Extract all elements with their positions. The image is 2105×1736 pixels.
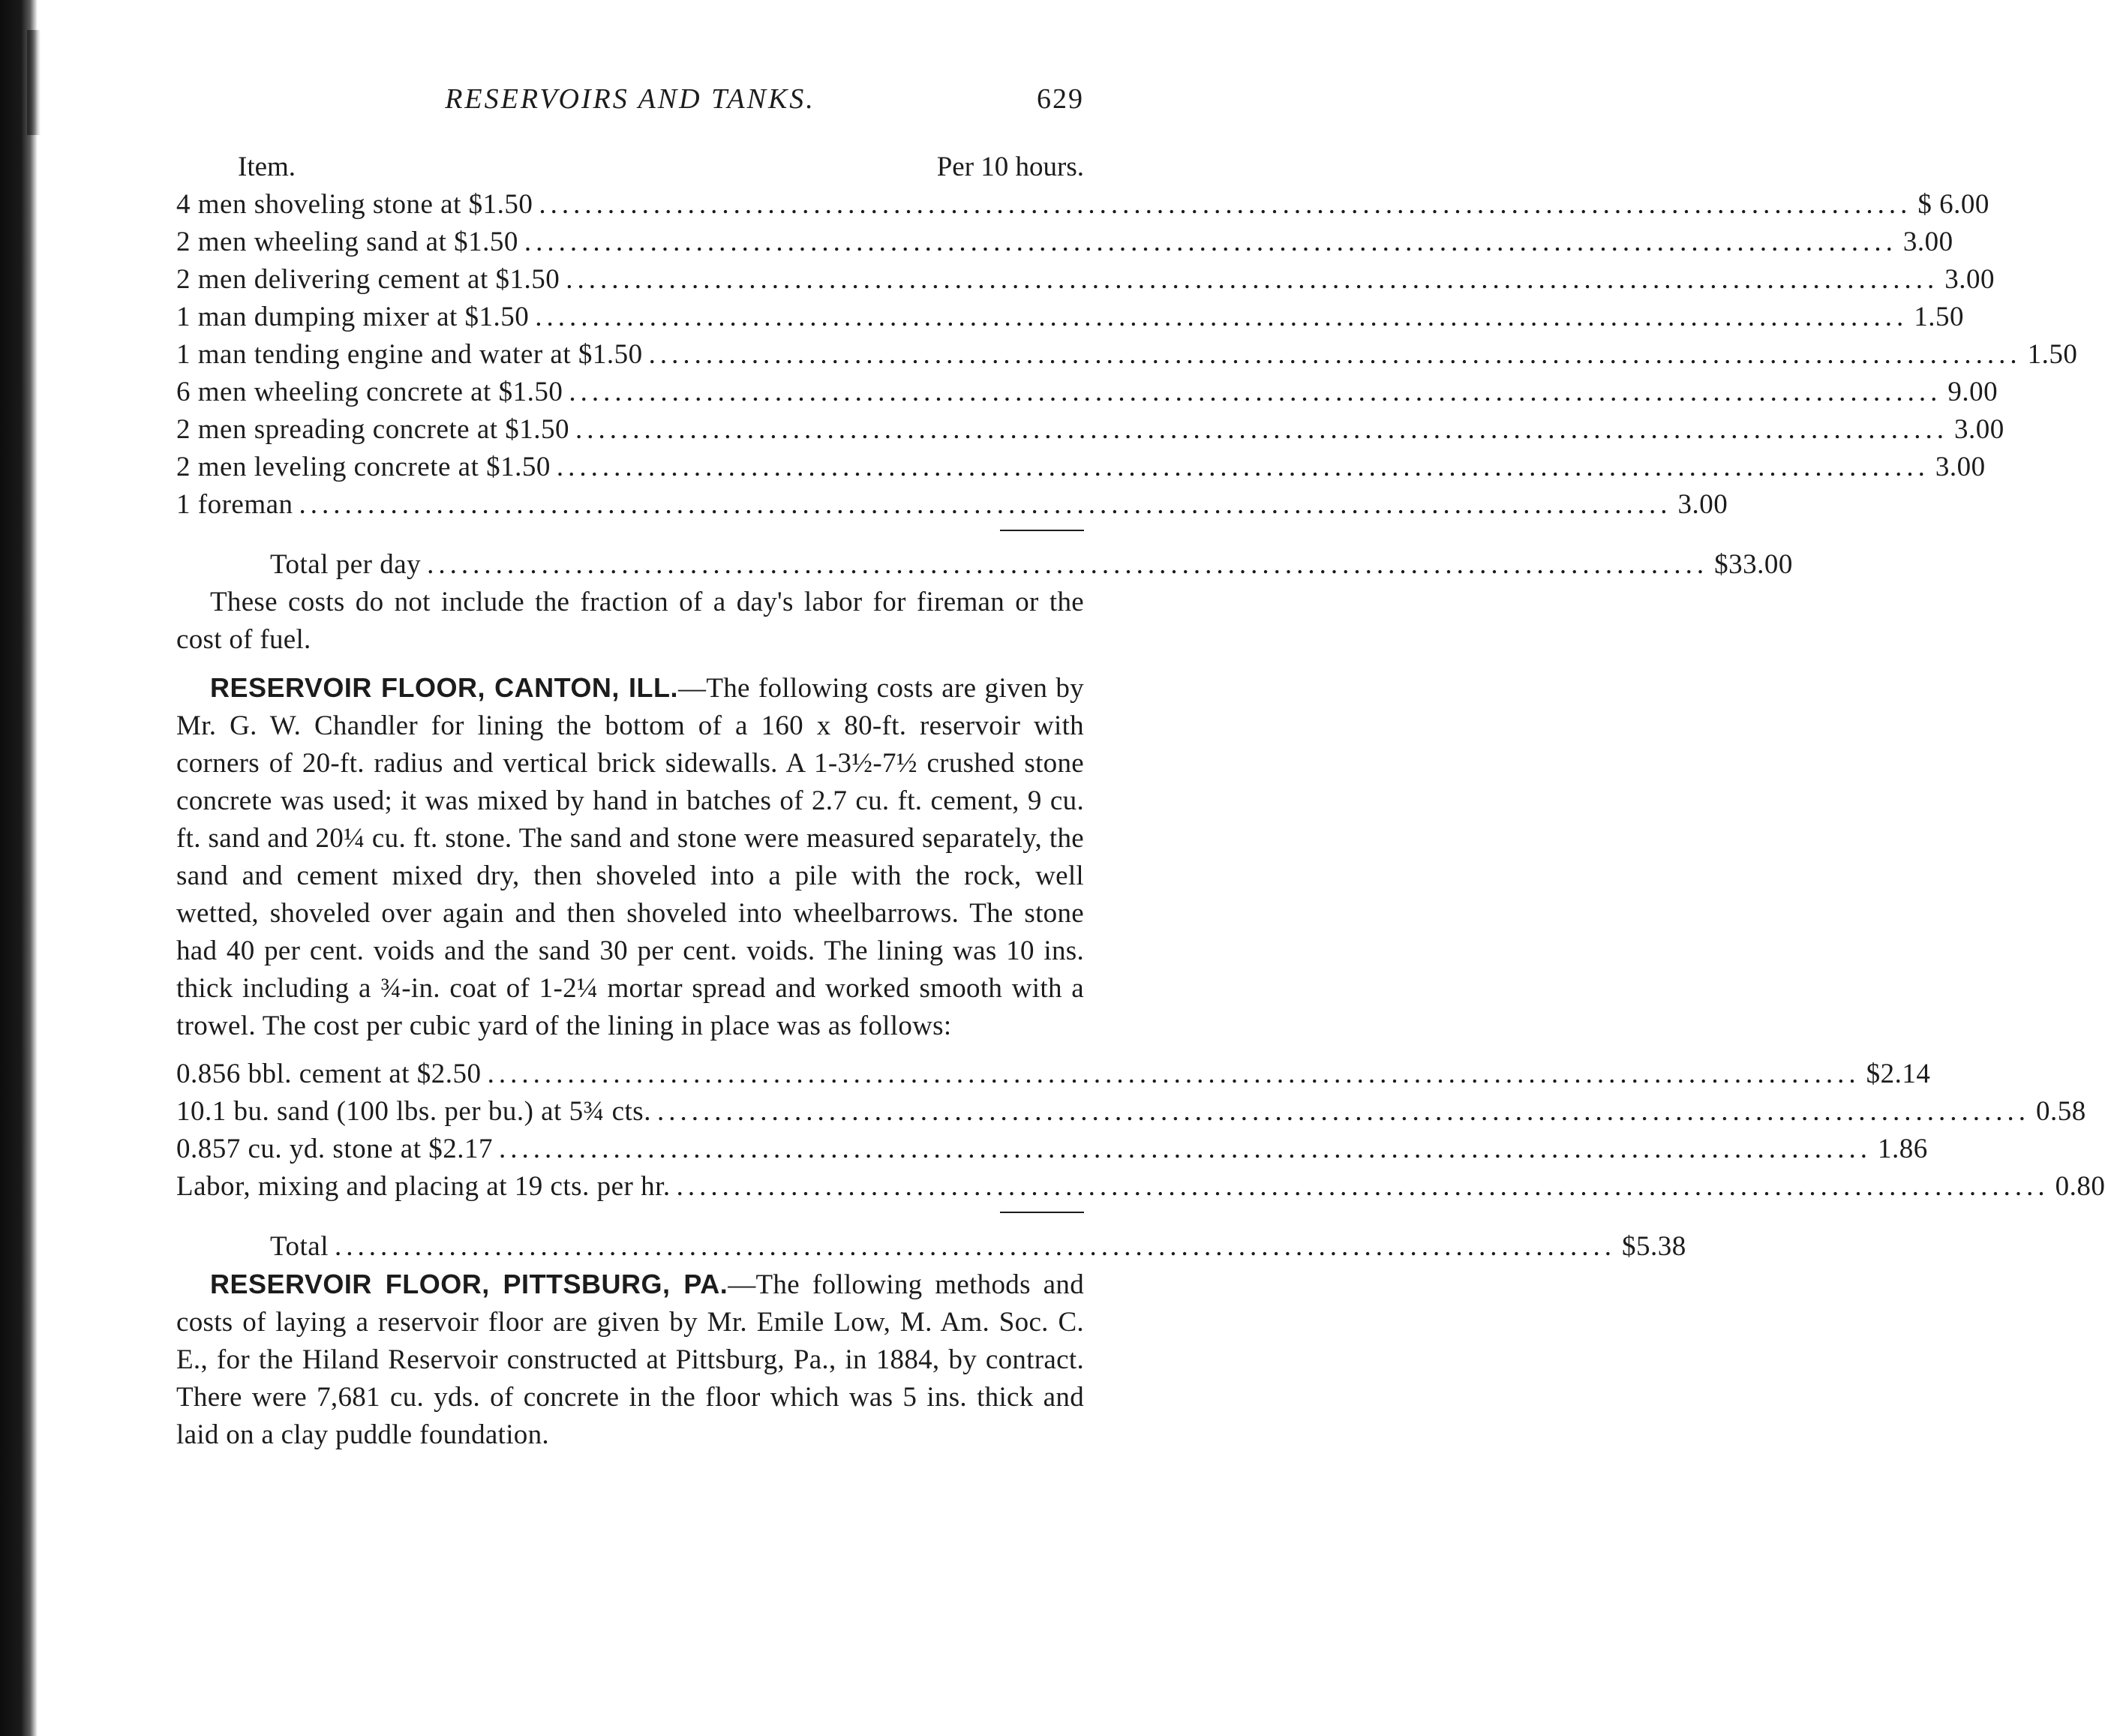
row-label: 2 men delivering cement at $1.50 (176, 264, 560, 295)
table-rows (176, 1056, 2105, 1206)
pittsburg-heading: RESERVOIR FLOOR, PITTSBURG, PA. (210, 1269, 728, 1299)
row-label: 6 men wheeling concrete at $1.50 (176, 377, 563, 407)
row-label: 1 man tending engine and water at $1.50 (176, 339, 643, 370)
canton-paragraph (176, 669, 1084, 1045)
row-label: 1 man dumping mixer at $1.50 (176, 302, 530, 332)
material-cost-table (176, 1056, 2105, 1266)
table-row (176, 449, 1986, 486)
table-row (176, 486, 1728, 524)
leader-dots: ........................................................................................................................ (569, 377, 1942, 407)
row-value: 3.00 (1935, 452, 1986, 482)
leader-dots: ........................................................................................................................ (535, 302, 1908, 332)
leader-dots: ........................................................................................................................ (524, 227, 1897, 257)
sum-rule (176, 1206, 1084, 1228)
table-row (176, 411, 2004, 449)
column-header-rate: Per 10 hours. (936, 152, 1084, 182)
running-head (176, 83, 1084, 120)
row-label: 0.856 bbl. cement at $2.50 (176, 1059, 482, 1089)
row-value: 3.00 (1902, 227, 1953, 257)
leader-dots: ........................................................................................................................ (676, 1171, 2049, 1202)
row-label: 2 men spreading concrete at $1.50 (176, 414, 570, 445)
table-row (176, 186, 1989, 224)
table-row (176, 336, 2078, 374)
pittsburg-body: —The following methods and costs of laying a reservoir floor are given by Mr. Emile Low, M. Am. Soc. C. E., for the Hiland Reservoir constructed at Pittsburg, Pa., in 1884, by contract. There were 7,681 cu. yds. of concrete in the floor which was 5 ins. thick and laid on a clay puddle foundation. (176, 1269, 1084, 1450)
row-label: Labor, mixing and placing at 19 cts. per hr. (176, 1171, 671, 1202)
sum-rule (176, 524, 1084, 546)
table-row (176, 1168, 2105, 1206)
row-label: 2 men wheeling sand at $1.50 (176, 227, 518, 257)
leader-dots: ................................................................................................................ (427, 549, 1709, 580)
table-row (176, 224, 1953, 261)
book-page (176, 83, 2105, 1454)
row-value: 0.58 (2035, 1096, 2086, 1127)
row-label: 0.857 cu. yd. stone at $2.17 (176, 1134, 493, 1164)
row-value: 0.80 (2055, 1171, 2105, 1202)
leader-dots: ........................................................................................................................ (648, 339, 2022, 370)
row-label: 4 men shoveling stone at $1.50 (176, 189, 533, 220)
table-row (176, 374, 1998, 411)
table-rows (176, 186, 2078, 524)
leader-dots: ........................................................................................................................ (656, 1096, 2030, 1127)
table-total-row (176, 1228, 1686, 1266)
table-row (176, 299, 1965, 336)
row-value: 3.00 (1944, 264, 1995, 295)
leader-dots: ........................................................................................................................ (539, 189, 1912, 220)
canton-heading: RESERVOIR FLOOR, CANTON, ILL. (210, 672, 679, 703)
total-label: Total (270, 1231, 329, 1262)
row-value: $2.14 (1866, 1059, 1931, 1089)
total-value: $33.00 (1714, 549, 1793, 580)
leader-dots: ........................................................................................................................ (575, 414, 1949, 445)
table-header (176, 149, 1084, 186)
labor-cost-table (176, 149, 2078, 584)
row-label: 1 foreman (176, 489, 293, 520)
row-value: 9.00 (1947, 377, 1998, 407)
leader-dots: ................................................................................................................ (335, 1231, 1616, 1262)
cost-note-paragraph: These costs do not include the fraction of a day's labor for fireman or the cost of fuel. (176, 587, 1084, 655)
row-label: 10.1 bu. sand (100 lbs. per bu.) at 5¾ cts. (176, 1096, 651, 1127)
page-number: 629 (1037, 83, 1084, 115)
table-row (176, 261, 1995, 299)
row-label: 2 men leveling concrete at $1.50 (176, 452, 551, 482)
table-total-row (176, 546, 1793, 584)
binding-shadow (27, 30, 41, 135)
row-value: 3.00 (1954, 414, 2004, 445)
leader-dots: ........................................................................................................................ (556, 452, 1929, 482)
table-row (176, 1131, 1928, 1168)
total-value: $5.38 (1622, 1231, 1686, 1262)
leader-dots: ........................................................................................................................ (498, 1134, 1872, 1164)
running-head-title: RESERVOIRS AND TANKS. (445, 83, 815, 115)
leader-dots: ........................................................................................................................ (299, 489, 1672, 520)
canton-body: —The following costs are given by Mr. G. W. Chandler for lining the bottom of a 160 x 80-ft. reservoir with corners of 20-ft. radius and vertical brick sidewalls. A 1-3½-7½ crushed stone concrete was used; it was mixed by hand in batches of 2.7 cu. ft. cement, 9 cu. ft. sand and 20¼ cu. ft. stone. The sand and stone were measured separately, the sand and cement mixed dry, then shoveled into a pile with the rock, well wetted, shoveled over again and then shoveled into wheelbarrows. The stone had 40 per cent. voids and the sand 30 per cent. voids. The lining was 10 ins. thick including a ¾-in. coat of 1-2¼ mortar spread and worked smooth with a trowel. The cost per cubic yard of the lining in place was as follows: (176, 673, 1084, 1041)
row-value: 1.50 (2027, 339, 2078, 370)
page-binding-edge (0, 0, 38, 1736)
pittsburg-paragraph (176, 1266, 1084, 1454)
row-value: 1.50 (1914, 302, 1965, 332)
column-header-item: Item. (238, 152, 296, 182)
leader-dots: ........................................................................................................................ (566, 264, 1939, 295)
leader-dots: ........................................................................................................................ (487, 1059, 1860, 1089)
row-value: 1.86 (1877, 1134, 1928, 1164)
table-row (176, 1056, 1931, 1093)
table-row (176, 1093, 2086, 1131)
row-value: 3.00 (1677, 489, 1728, 520)
row-value: $ 6.00 (1917, 189, 1989, 220)
total-label: Total per day (270, 549, 422, 580)
